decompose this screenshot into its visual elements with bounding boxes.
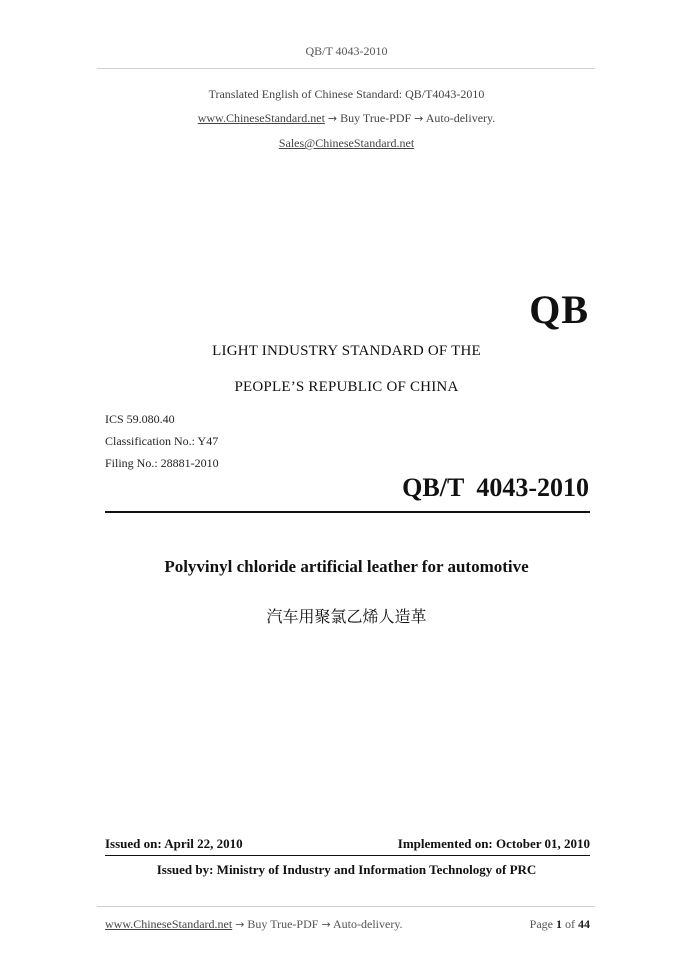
ics-number: ICS 59.080.40	[105, 412, 175, 426]
site-link[interactable]: www.ChineseStandard.net	[197, 111, 325, 125]
buy-pdf-text: Buy True-PDF	[340, 111, 412, 125]
filing-number: Filing No.: 28881-2010	[105, 456, 219, 470]
footer-buy-text: Buy True-PDF	[247, 917, 319, 931]
translation-line: Translated English of Chinese Standard: QB/T4043-2010	[208, 87, 485, 101]
sales-email-row	[0, 136, 693, 151]
header-doc-code: QB/T 4043-2010	[305, 44, 388, 58]
page-indicator	[530, 917, 590, 932]
classification-number: Classification No.: Y47	[105, 434, 219, 448]
page-footer	[105, 917, 590, 932]
page-header	[0, 44, 693, 59]
chinese-title: 汽车用聚氯乙烯人造革	[266, 607, 427, 626]
arrow-right-icon: →	[414, 112, 424, 125]
standard-type-line1: LIGHT INDUSTRY STANDARD OF THE	[212, 343, 481, 359]
footer-divider	[97, 906, 595, 907]
dates-row	[105, 836, 590, 852]
issued-on-date: Issued on: April 22, 2010	[105, 836, 243, 851]
header-divider	[97, 68, 595, 69]
qb-logo-mark: QB	[529, 287, 589, 332]
auto-delivery-text: Auto-delivery.	[425, 111, 496, 125]
sales-email-link[interactable]: Sales@ChineseStandard.net	[278, 136, 415, 150]
title-divider	[105, 511, 590, 513]
footer-site-link[interactable]: www.ChineseStandard.net	[105, 917, 233, 931]
page-number: 1	[556, 917, 562, 931]
page-label: Page	[529, 917, 553, 931]
footer-auto-text: Auto-delivery.	[333, 917, 403, 931]
english-title: Polyvinyl chloride artificial leather for automotive	[164, 557, 529, 576]
standard-type-line2: PEOPLE’S REPUBLIC OF CHINA	[234, 379, 459, 395]
translation-links	[0, 111, 693, 126]
issuing-authority: Issued by: Ministry of Industry and Information Technology of PRC	[156, 862, 537, 877]
translation-note	[0, 87, 693, 102]
arrow-right-icon: →	[327, 112, 338, 125]
of-label: of	[565, 917, 575, 931]
standard-number: QB/T 4043-2010	[402, 473, 589, 502]
arrow-right-icon: →	[321, 918, 331, 931]
total-pages: 44	[578, 917, 590, 931]
dates-divider	[105, 855, 590, 856]
arrow-right-icon: →	[235, 918, 245, 931]
implemented-on-date: Implemented on: October 01, 2010	[397, 836, 590, 851]
